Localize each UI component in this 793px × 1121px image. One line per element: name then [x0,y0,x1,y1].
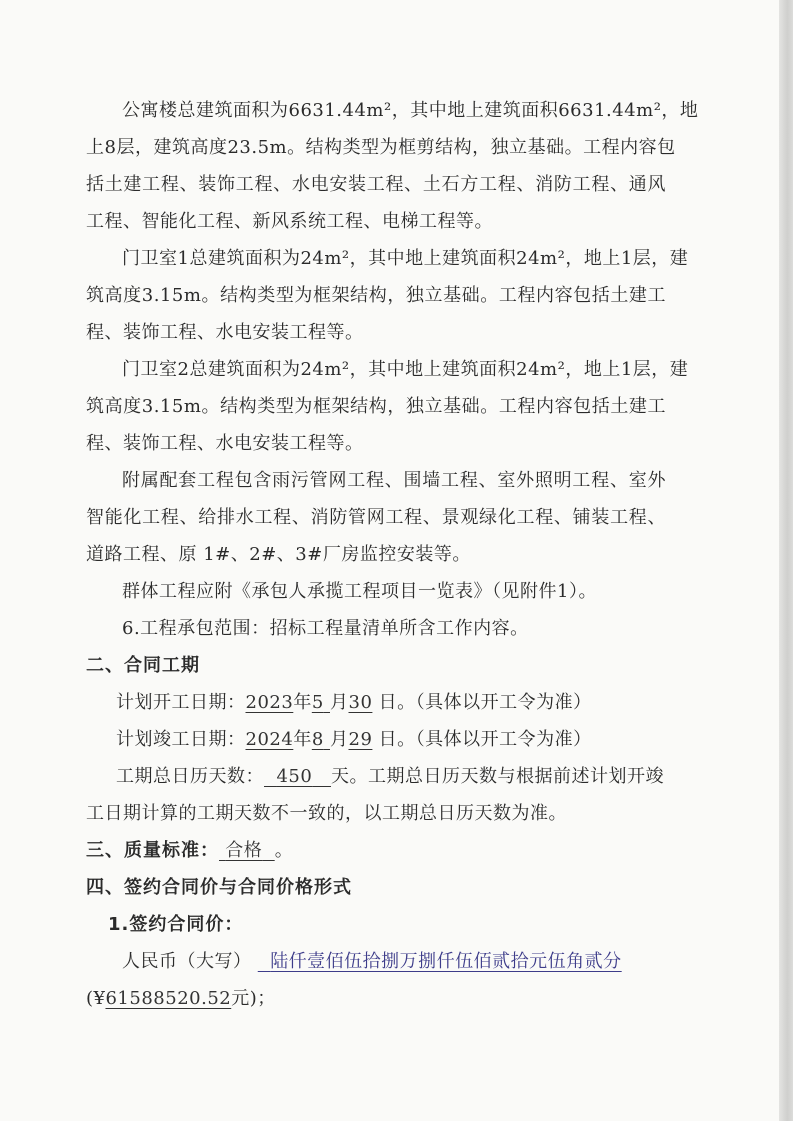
ancillary-line-1: 附属配套工程包含雨污管网工程、围墙工程、室外照明工程、室外 [122,470,666,491]
day-unit: 日。 [378,692,416,713]
guard2-line-3: 程、装饰工程、水电安装工程等。 [86,433,364,454]
apartment-line-4: 工程、智能化工程、新风系统工程、电梯工程等。 [86,211,493,232]
quality-standard [86,832,666,869]
amount-line [86,980,666,1017]
apartment-line-2: 上8层，建筑高度23.5m。结构类型为框剪结构，独立基础。工程内容包 [86,137,676,158]
amount-close: 元)； [231,988,276,1009]
month-unit: 月 [330,692,349,713]
month-unit: 月 [330,729,349,750]
ancillary-line-2: 智能化工程、给排水工程、消防管网工程、景观绿化工程、铺装工程、 [86,507,666,528]
total-days-line-2: 工日期计算的工期天数不一致的，以工期总日历天数为准。 [86,803,567,824]
page-edge-shadow [779,0,793,1121]
apartment-line-3: 括土建工程、装饰工程、水电安装工程、土石方工程、消防工程、通风 [86,174,666,195]
quality-title: 三、质量标准： [86,840,219,861]
quality-end: 。 [274,840,294,861]
year-unit: 年 [293,692,312,713]
guard2-line-2: 筑高度3.15m。结构类型为框架结构，独立基础。工程内容包括土建工 [86,396,666,417]
group-projects-note: 群体工程应附《承包人承揽工程项目一览表》（见附件1）。 [122,581,597,602]
total-days-value: 450 [276,766,313,787]
end-label: 计划竣工日期： [116,729,246,750]
guard1-line-3: 程、装饰工程、水电安装工程等。 [86,322,364,343]
year-unit: 年 [293,729,312,750]
end-year: 2024 [245,729,294,750]
rmb-words-line [86,943,666,980]
planned-completion-date [86,721,666,758]
rmb-words: 陆仟壹佰伍拾捌万捌仟伍佰贰拾元伍角贰分 [270,951,622,972]
guard1-line-2: 筑高度3.15m。结构类型为框架结构，独立基础。工程内容包括土建工 [86,285,666,306]
start-label: 计划开工日期： [116,692,246,713]
start-year: 2023 [245,692,294,713]
end-month: 8 [311,729,324,750]
rmb-label: 人民币（大写） [122,951,252,972]
end-note: （具体以开工令为准） [415,729,592,750]
end-day: 29 [348,729,373,750]
section-contract-period-title: 二、合同工期 [86,655,200,676]
ancillary-line-3: 道路工程、原 1#、2#、3#厂房监控安装等。 [86,544,471,565]
section-contract-price-title: 四、签约合同价与合同价格形式 [86,877,352,898]
planned-start-date [86,684,666,721]
total-days-line-1 [86,758,666,795]
apartment-line-1: 公寓楼总建筑面积为6631.44m²，其中地上建筑面积6631.44m²，地 [122,100,699,121]
signed-price-subtitle: 1.签约合同价： [108,914,244,935]
start-note: （具体以开工令为准） [415,692,592,713]
document-body [86,92,699,1017]
days-label: 工期总日历天数： [116,766,264,787]
guard1-line-1: 门卫室1总建筑面积为24m²，其中地上建筑面积24m²，地上1层，建 [122,248,689,269]
day-unit: 日。 [378,729,416,750]
days-rest: 天。工期总日历天数与根据前述计划开竣 [330,766,664,787]
quality-value: 合格 [225,840,263,861]
amount-open: (¥ [86,988,106,1009]
start-day: 30 [348,692,373,713]
amount-value: 61588520.52 [105,988,232,1009]
guard2-line-1: 门卫室2总建筑面积为24m²，其中地上建筑面积24m²，地上1层，建 [122,359,689,380]
start-month: 5 [311,692,324,713]
contract-scope: 6.工程承包范围：招标工程量清单所含工作内容。 [122,618,529,639]
